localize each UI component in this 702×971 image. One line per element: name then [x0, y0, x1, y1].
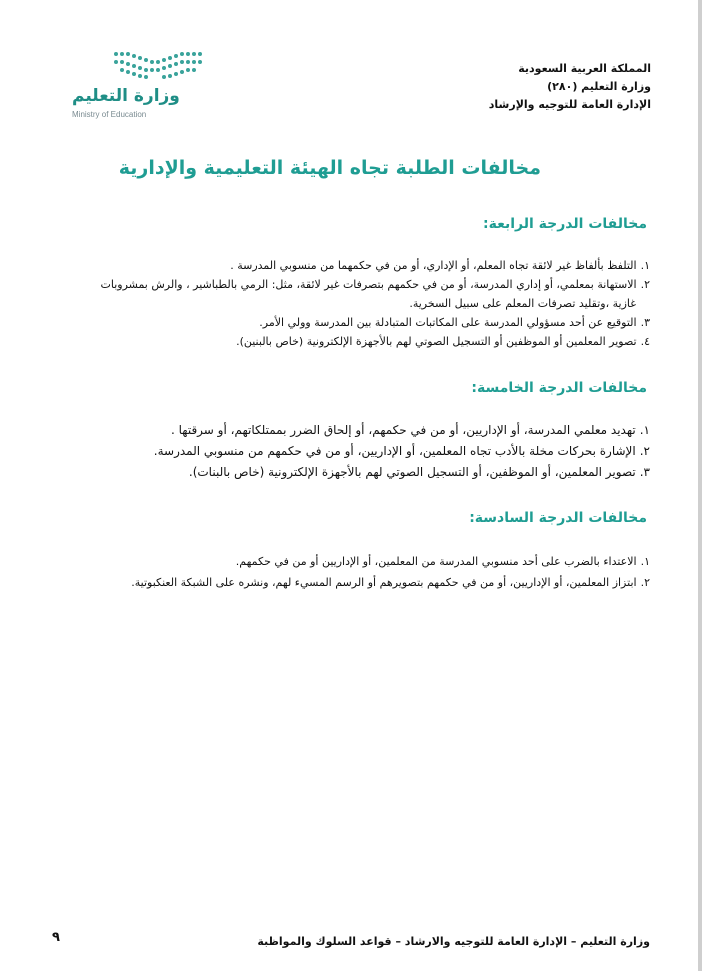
list-item: ٢.ابتزاز المعلمين، أو الإداريين، أو من في حكمهم بتصويرهم أو الرسم المسيء لهم، ونشره على الشبكة العنكبوتية. [131, 576, 650, 589]
letterhead-department: الإدارة العامة للتوجيه والإرشاد [488, 98, 651, 111]
section-heading-sixth-degree: مخالفات الدرجة السادسة: [469, 510, 647, 526]
section-list-fourth-degree [100, 256, 650, 351]
page-edge-shadow [698, 0, 702, 971]
list-item: ١.الاعتداء بالضرب على أحد منسوبي المدرسة من المعلمين، أو الإداريين أو من في حكمهم. [235, 555, 650, 568]
page-footer: وزارة التعليم – الإدارة العامة للتوجيه والارشاد – قواعد السلوك والمواظبة [257, 935, 650, 948]
letterhead-country: المملكة العربية السعودية [518, 62, 651, 75]
section-list-fifth-degree [154, 420, 650, 483]
section-heading-fourth-degree: مخالفات الدرجة الرابعة: [482, 216, 647, 232]
logo-dots-icon [112, 48, 206, 80]
list-item: ٣.تصوير المعلمين، أو الموظفين، أو التسجيل الصوتي لهم بالأجهزة الإلكترونية (خاص بالبنات). [188, 465, 650, 479]
page-number: ٩ [52, 930, 60, 945]
list-item: ٢.الاستهانة بمعلمي، أو إداري المدرسة، أو من في حكمهم بتصرفات غير لائقة، مثل: الرمي بالطباشير ، والرش بمشروبات [100, 278, 650, 291]
list-item: ٣.التوقيع عن أحد مسؤولي المدرسة على المكاتبات المتبادلة بين المدرسة وولي الأمر. [259, 316, 650, 329]
list-item: ١.التلفظ بألفاظ غير لائقة تجاه المعلم، أو الإداري، أو من في حكمهما من منسوبي المدرسة . [230, 259, 650, 272]
letterhead-ministry: وزارة التعليم (٢٨٠) [547, 80, 651, 93]
list-item: ٢.الإشارة بحركات مخلة بالأدب تجاه المعلمين، أو الإداريين، أو من في حكمهم من منسوبي المدرسة. [153, 444, 650, 458]
page-title: مخالفات الطلبة تجاه الهيئة التعليمية والإدارية [118, 157, 541, 179]
ministry-logo [68, 48, 218, 126]
list-item: ٤.تصوير المعلمين أو الموظفين أو التسجيل الصوتي لهم بالأجهزة الإلكترونية (خاص بالبنين). [236, 335, 650, 348]
list-item: ١.تهديد معلمي المدرسة، أو الإداريين، أو من في حكمهم، أو إلحاق الضرر بممتلكاتهم، أو سرقتها . [171, 423, 650, 437]
logo-arabic-text: وزارة التعليم [72, 86, 180, 106]
letterhead [451, 60, 651, 114]
list-item-continued: غازية ،وتقليد تصرفات المعلم على سبيل السخرية. [409, 297, 636, 310]
section-list-sixth-degree [131, 551, 650, 593]
section-heading-fifth-degree: مخالفات الدرجة الخامسة: [471, 380, 647, 396]
logo-english-text: Ministry of Education [72, 110, 147, 119]
